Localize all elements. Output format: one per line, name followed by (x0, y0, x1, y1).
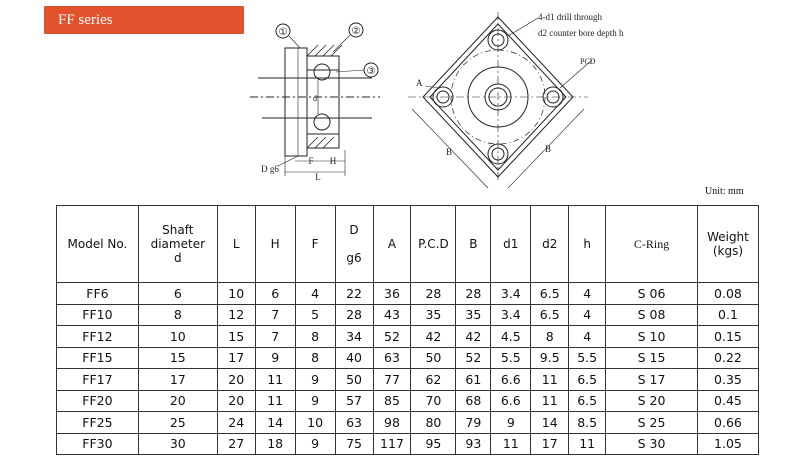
table-cell: 117 (373, 433, 411, 455)
table-cell: FF15 (57, 347, 139, 369)
col-cring: C-Ring (606, 206, 698, 283)
table-cell: 36 (373, 283, 411, 305)
col-shaft-line3: d (174, 251, 182, 265)
table-cell: 24 (217, 412, 255, 434)
table-cell: 79 (456, 412, 491, 434)
col-weight-line1: Weight (707, 230, 749, 244)
table-cell: S 20 (606, 390, 698, 412)
table-cell: 5.5 (569, 347, 606, 369)
header-row (57, 206, 759, 283)
table-row (57, 433, 759, 455)
table-cell: 4 (295, 283, 335, 305)
table-cell: 5.5 (491, 347, 531, 369)
table-cell: FF17 (57, 369, 139, 391)
label-drill: 4-d1 drill through (538, 12, 602, 22)
table-cell: 63 (373, 347, 411, 369)
table-cell: 6.6 (491, 369, 531, 391)
table-cell: 11 (255, 390, 295, 412)
table-cell: 28 (335, 304, 373, 326)
table-cell: 75 (335, 433, 373, 455)
label-d-g6: D g6 (261, 164, 279, 174)
table-cell: 17 (531, 433, 569, 455)
table-cell: 43 (373, 304, 411, 326)
col-h-small: h (569, 206, 606, 283)
table-cell: 27 (217, 433, 255, 455)
front-view (408, 12, 592, 188)
table-cell: S 25 (606, 412, 698, 434)
table-cell: 6.5 (569, 390, 606, 412)
label-a: A (416, 78, 423, 88)
col-l: L (217, 206, 255, 283)
table-row (57, 412, 759, 434)
table-cell: 9 (491, 412, 531, 434)
table-cell: 4 (569, 283, 606, 305)
table-cell: 7 (255, 326, 295, 348)
table-cell: 35 (456, 304, 491, 326)
table-cell: 62 (411, 369, 456, 391)
col-a: A (373, 206, 411, 283)
col-model: Model No. (57, 206, 139, 283)
table-row (57, 283, 759, 305)
col-b: B (456, 206, 491, 283)
label-b-left: B (446, 147, 453, 157)
table-cell: 28 (411, 283, 456, 305)
table-cell: FF12 (57, 326, 139, 348)
col-shaft-line1: Shaft (162, 223, 194, 237)
spec-table (56, 205, 759, 455)
table-cell: 40 (335, 347, 373, 369)
table-cell: 10 (295, 412, 335, 434)
table-cell: 9 (295, 390, 335, 412)
table-cell: S 15 (606, 347, 698, 369)
table-cell: 1.05 (697, 433, 758, 455)
table-cell: 42 (456, 326, 491, 348)
table-cell: 18 (255, 433, 295, 455)
label-f: F (308, 156, 314, 166)
col-f: F (295, 206, 335, 283)
table-cell: 20 (138, 390, 217, 412)
col-shaft (138, 206, 217, 283)
table-cell: 11 (491, 433, 531, 455)
table-cell: S 17 (606, 369, 698, 391)
table-cell: 17 (217, 347, 255, 369)
table-cell: 10 (138, 326, 217, 348)
table-cell: 20 (217, 390, 255, 412)
table-cell: 34 (335, 326, 373, 348)
table-cell: 0.1 (697, 304, 758, 326)
col-weight-line2: (kgs) (712, 244, 744, 258)
table-cell: 6.5 (531, 283, 569, 305)
label-d: d (313, 94, 317, 103)
table-cell: 10 (217, 283, 255, 305)
table-row (57, 326, 759, 348)
table-cell: FF30 (57, 433, 139, 455)
table-cell: 50 (411, 347, 456, 369)
table-cell: 93 (456, 433, 491, 455)
table-cell: 14 (531, 412, 569, 434)
table-cell: FF10 (57, 304, 139, 326)
table-cell: 12 (217, 304, 255, 326)
unit-label: Unit: mm (705, 186, 744, 197)
label-h: H (329, 156, 337, 166)
col-d1: d1 (491, 206, 531, 283)
table-cell: 15 (217, 326, 255, 348)
table-row (57, 390, 759, 412)
table-cell: 11 (255, 369, 295, 391)
table-cell: 0.45 (697, 390, 758, 412)
table-cell: 6.5 (569, 369, 606, 391)
table-cell: S 06 (606, 283, 698, 305)
table-cell: 3.4 (491, 283, 531, 305)
table-cell: 0.15 (697, 326, 758, 348)
table-cell: 4 (569, 326, 606, 348)
table-cell: 52 (373, 326, 411, 348)
col-d-line2: g6 (346, 251, 362, 265)
table-cell: 50 (335, 369, 373, 391)
callout-2: ② (351, 26, 361, 37)
table-cell: 8 (295, 347, 335, 369)
table-cell: 11 (531, 390, 569, 412)
col-d2: d2 (531, 206, 569, 283)
table-cell: 70 (411, 390, 456, 412)
table-cell: 35 (411, 304, 456, 326)
table-cell: 14 (255, 412, 295, 434)
table-cell: 95 (411, 433, 456, 455)
table-cell: FF25 (57, 412, 139, 434)
table-cell: 11 (569, 433, 606, 455)
table-cell: 0.35 (697, 369, 758, 391)
label-pcd: PCD (580, 57, 596, 66)
front-view-labels (416, 12, 624, 157)
col-weight (697, 206, 758, 283)
table-cell: 4.5 (491, 326, 531, 348)
table-cell: 11 (531, 369, 569, 391)
table-cell: 7 (255, 304, 295, 326)
table-cell: 4 (569, 304, 606, 326)
table-cell: 20 (217, 369, 255, 391)
table-cell: 63 (335, 412, 373, 434)
table-cell: 0.66 (697, 412, 758, 434)
table-cell: 9 (295, 433, 335, 455)
table-cell: 6 (138, 283, 217, 305)
table-cell: 3.4 (491, 304, 531, 326)
table-cell: 8.5 (569, 412, 606, 434)
table-row (57, 347, 759, 369)
table-cell: 6.5 (531, 304, 569, 326)
col-d (335, 206, 373, 283)
table-cell: FF20 (57, 390, 139, 412)
table-cell: 25 (138, 412, 217, 434)
label-l: L (315, 172, 321, 182)
table-cell: 30 (138, 433, 217, 455)
table-cell: 77 (373, 369, 411, 391)
col-shaft-line2: diameter (150, 237, 206, 251)
table-cell: 22 (335, 283, 373, 305)
table-cell: 6 (255, 283, 295, 305)
table-cell: 98 (373, 412, 411, 434)
table-cell: 9 (295, 369, 335, 391)
table-cell: S 08 (606, 304, 698, 326)
col-h: H (255, 206, 295, 283)
col-pcd: P.C.D (411, 206, 456, 283)
table-cell: 8 (531, 326, 569, 348)
table-cell: 42 (411, 326, 456, 348)
table-cell: 0.08 (697, 283, 758, 305)
callout-1: ① (278, 27, 288, 38)
table-cell: 15 (138, 347, 217, 369)
label-b-right: B (545, 144, 552, 154)
table-body (57, 283, 759, 455)
table-cell: FF6 (57, 283, 139, 305)
table-cell: 9 (255, 347, 295, 369)
table-cell: 57 (335, 390, 373, 412)
label-counterbore: d2 counter bore depth h (538, 28, 624, 38)
table-cell: S 10 (606, 326, 698, 348)
table-cell: 80 (411, 412, 456, 434)
side-view-labels (261, 26, 375, 182)
table-cell: 9.5 (531, 347, 569, 369)
table-cell: 85 (373, 390, 411, 412)
table-cell: 6.6 (491, 390, 531, 412)
technical-drawing (0, 0, 812, 200)
callout-3: ③ (366, 66, 376, 77)
table-cell: S 30 (606, 433, 698, 455)
table-cell: 5 (295, 304, 335, 326)
table-cell: 68 (456, 390, 491, 412)
col-d-line1: D (349, 223, 359, 237)
table-cell: 28 (456, 283, 491, 305)
table-row (57, 304, 759, 326)
table-cell: 61 (456, 369, 491, 391)
table-cell: 17 (138, 369, 217, 391)
table-cell: 8 (138, 304, 217, 326)
series-title: FF series (58, 12, 113, 28)
table-cell: 8 (295, 326, 335, 348)
table-cell: 52 (456, 347, 491, 369)
table-row (57, 369, 759, 391)
table-cell: 0.22 (697, 347, 758, 369)
